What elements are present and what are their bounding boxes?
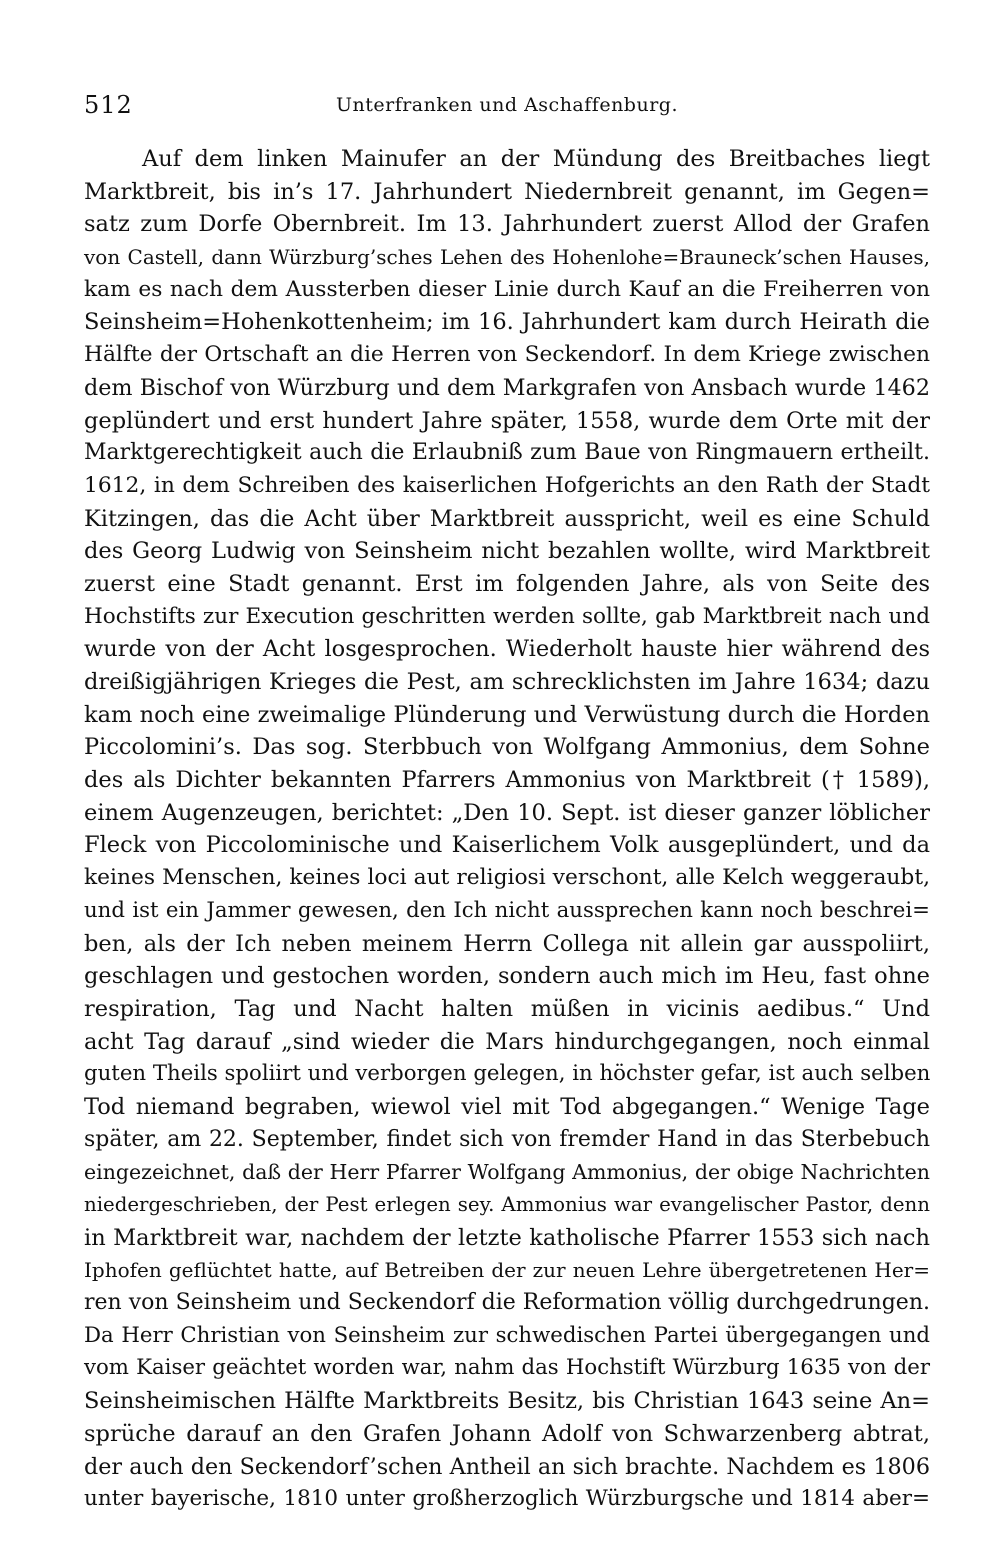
text-line: sprüche darauf an den Grafen Johann Adolf von Schwarzenberg abtrat, <box>84 1420 930 1447</box>
text-line: wurde von der Acht losgesprochen. Wiederholt hauste hier während des <box>84 636 930 663</box>
page-header <box>84 90 930 130</box>
text-line: vom Kaiser geächtet worden war, nahm das Hochstift Würzburg 1635 von der <box>84 1355 930 1381</box>
text-line: satz zum Dorfe Obernbreit. Im 13. Jahrhundert zuerst Allod der Grafen <box>84 211 930 238</box>
text-line: Marktbreit, bis in’s 17. Jahrhundert Niedernbreit genannt, im Gegen= <box>84 178 930 205</box>
text-line: Iphofen geflüchtet hatte, auf Betreiben der zur neuen Lehre übergetretenen Her= <box>84 1258 930 1283</box>
text-line: dem Bischof von Würzburg und dem Markgrafen von Ansbach wurde 1462 <box>84 374 930 401</box>
text-line: der auch den Seckendorf’schen Antheil an sich brachte. Nachdem es 1806 <box>84 1453 930 1480</box>
text-line: ben, als der Ich neben meinem Herrn Collega nit allein gar ausspoliirt, <box>84 930 930 957</box>
text-line: und ist ein Jammer gewesen, den Ich nicht aussprechen kann noch beschrei= <box>84 897 930 923</box>
text-line: kam es nach dem Aussterben dieser Linie durch Kauf an die Freiherren von <box>84 276 930 302</box>
text-line: eingezeichnet, daß der Herr Pfarrer Wolfgang Ammonius, der obige Nachrichten <box>84 1160 930 1185</box>
text-line: des als Dichter bekannten Pfarrers Ammonius von Marktbreit († 1589), <box>84 767 930 794</box>
text-line: Hochstifts zur Execution geschritten werden sollte, gab Marktbreit nach und <box>84 603 930 629</box>
text-line: geplündert und erst hundert Jahre später, 1558, wurde dem Orte mit der <box>84 407 930 434</box>
text-line: Hälfte der Ortschaft an die Herren von Seckendorf. In dem Kriege zwischen <box>84 342 930 368</box>
text-line: 1612, in dem Schreiben des kaiserlichen Hofgerichts an den Rath der Stadt <box>84 472 930 498</box>
text-line: später, am 22. September, findet sich von fremder Hand in das Sterbebuch <box>84 1126 930 1152</box>
text-line: von Castell, dann Würzburg’sches Lehen des Hohenlohe=Brauneck’schen Hauses, <box>84 245 930 270</box>
text-line: Piccolomini’s. Das sog. Sterbbuch von Wolfgang Ammonius, dem Sohne <box>84 734 930 761</box>
body-text <box>84 143 930 1516</box>
text-line: Fleck von Piccolominische und Kaiserlichem Volk ausgeplündert, und da <box>84 832 930 859</box>
text-line: ren von Seinsheim und Seckendorf die Reformation völlig durchgedrungen. <box>84 1290 930 1316</box>
text-line: Auf dem linken Mainufer an der Mündung des Breitbaches liegt <box>142 146 930 172</box>
text-line: Seinsheimischen Hälfte Marktbreits Besitz, bis Christian 1643 seine An= <box>84 1388 930 1415</box>
text-line: dreißigjährigen Krieges die Pest, am schrecklichsten im Jahre 1634; dazu <box>84 669 930 695</box>
text-line: Marktgerechtigkeit auch die Erlaubniß zum Baue von Ringmauern ertheilt. <box>84 440 930 466</box>
text-line: unter bayerische, 1810 unter großherzoglich Würzburgsche und 1814 aber= <box>84 1486 930 1512</box>
text-line: geschlagen und gestochen worden, sondern auch mich im Heu, fast ohne <box>84 963 930 990</box>
text-line: guten Theils spoliirt und verborgen gelegen, in höchster gefar, ist auch selben <box>84 1061 931 1087</box>
text-line: Tod niemand begraben, wiewol viel mit Tod abgegangen.“ Wenige Tage <box>84 1093 930 1120</box>
text-line: respiration, Tag und Nacht halten müßen in vicinis aedibus.“ Und <box>84 995 930 1022</box>
text-line: Kitzingen, das die Acht über Marktbreit ausspricht, weil es eine Schuld <box>84 505 930 532</box>
text-line: Seinsheim=Hohenkottenheim; im 16. Jahrhundert kam durch Heirath die <box>84 309 930 336</box>
running-head: Unterfranken und Aschaffenburg. <box>335 94 678 116</box>
text-line: kam noch eine zweimalige Plünderung und Verwüstung durch die Horden <box>84 701 930 728</box>
text-line: in Marktbreit war, nachdem der letzte katholische Pfarrer 1553 sich nach <box>84 1224 930 1251</box>
text-line: zuerst eine Stadt genannt. Erst im folgenden Jahre, als von Seite des <box>84 570 930 597</box>
page-number: 512 <box>84 91 133 119</box>
text-line: des Georg Ludwig von Seinsheim nicht bezahlen wollte, wird Marktbreit <box>84 538 930 565</box>
text-line: niedergeschrieben, der Pest erlegen sey. Ammonius war evangelischer Pastor, denn <box>84 1193 930 1216</box>
text-line: Da Herr Christian von Seinsheim zur schwedischen Partei übergegangen und <box>84 1322 930 1348</box>
text-line: acht Tag darauf „sind wieder die Mars hindurchgegangen, noch einmal <box>84 1028 930 1055</box>
text-line: einem Augenzeugen, berichtet: „Den 10. Sept. ist dieser ganzer löblicher <box>84 799 930 826</box>
text-line: keines Menschen, keines loci aut religiosi verschont, alle Kelch weggeraubt, <box>84 865 930 891</box>
